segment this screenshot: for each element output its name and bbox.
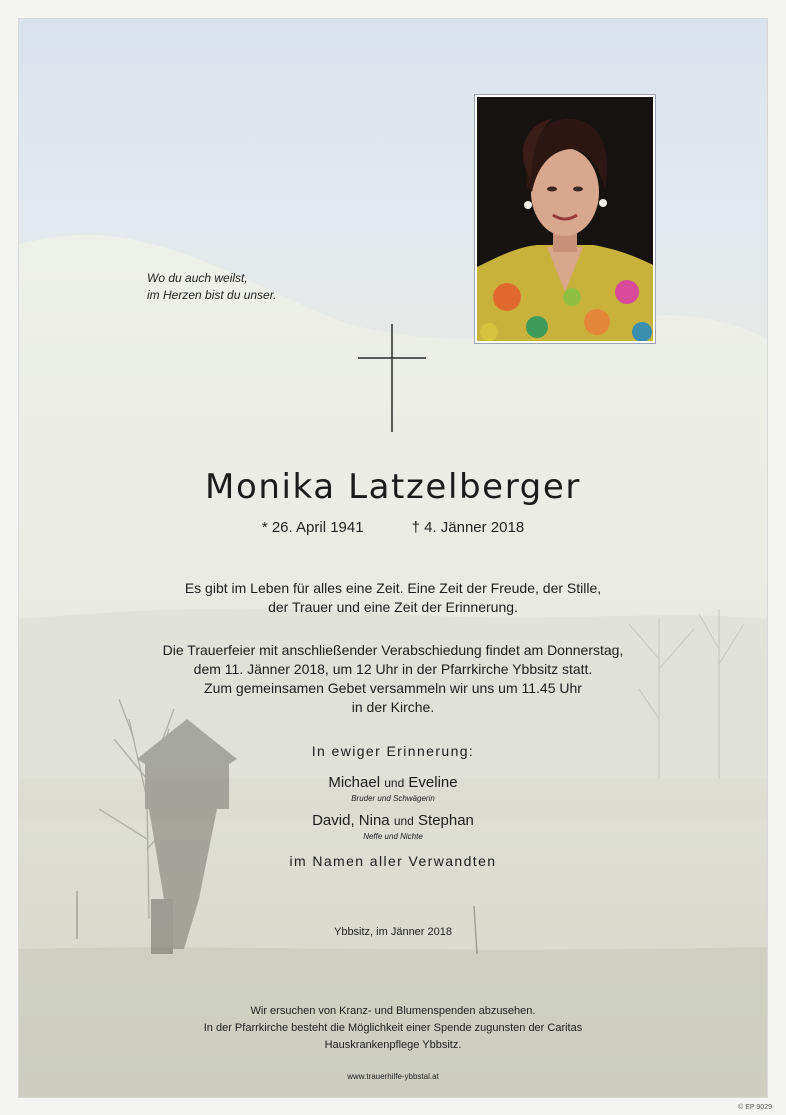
paragraph-line: der Trauer und eine Zeit der Erinnerung. (268, 599, 518, 615)
paragraph-line: Zum gemeinsamen Gebet versammeln wir uns um 11.45 Uhr (204, 680, 582, 696)
paragraph-line: in der Kirche. (351, 699, 435, 715)
place-and-date: Ybbsitz, im Jänner 2018 (333, 926, 452, 938)
death-date: † 4. Jänner 2018 (411, 519, 525, 536)
website-link[interactable]: www.trauerhilfe-ybbstal.at (347, 1072, 439, 1081)
mourner-second-name: Eveline (408, 774, 458, 791)
mourner-connector: und (384, 776, 405, 790)
request-line: Hauskrankenpflege Ybbsitz. (324, 1039, 462, 1051)
request-line: In der Pfarrkirche besteht die Möglichkeit einer Spende zugunsten der Caritas (203, 1022, 583, 1034)
cross-icon (358, 324, 426, 432)
request-line: Wir ersuchen von Kranz- und Blumenspenden abzusehen. (250, 1005, 536, 1017)
deceased-name: Monika Latzelberger (205, 467, 581, 507)
birth-date: * 26. April 1941 (261, 519, 364, 536)
obituary-sheet (18, 18, 768, 1098)
mourner-entry (19, 812, 767, 843)
mourner-names (19, 774, 767, 792)
paragraph-line: Es gibt im Leben für alles eine Zeit. Eine Zeit der Freude, der Stille, (184, 580, 602, 596)
mourner-names (19, 812, 767, 830)
mourner-second-name: Stephan (418, 812, 474, 829)
portrait-photo (477, 97, 653, 341)
portrait-photo-frame (474, 94, 656, 344)
mourner-relation: Neffe und Nichte (363, 832, 423, 841)
verse-line: Wo du auch weilst, (147, 271, 248, 285)
life-dates (19, 519, 767, 536)
print-code: © EP 9029 (738, 1104, 772, 1111)
mourner-connector: und (393, 814, 414, 828)
mourner-first-name: David, Nina (312, 812, 390, 829)
verse-line: im Herzen bist du unser. (147, 288, 277, 302)
mourner-entry (19, 774, 767, 805)
mourner-first-name: Michael (328, 774, 381, 791)
relatives-line: im Namen aller Verwandten (289, 853, 497, 869)
paragraph-line: dem 11. Jänner 2018, um 12 Uhr in der Pfarrkirche Ybbsitz statt. (193, 661, 593, 677)
mourner-relation: Bruder und Schwägerin (351, 794, 435, 803)
in-memory-heading: In ewiger Erinnerung: (311, 743, 475, 759)
funeral-info-paragraph (19, 641, 767, 717)
paragraph-line: Die Trauerfeier mit anschließender Verabschiedung findet am Donnerstag, (162, 642, 624, 658)
reflection-paragraph (19, 579, 767, 617)
donation-request (19, 1003, 767, 1054)
memorial-verse (147, 270, 327, 304)
